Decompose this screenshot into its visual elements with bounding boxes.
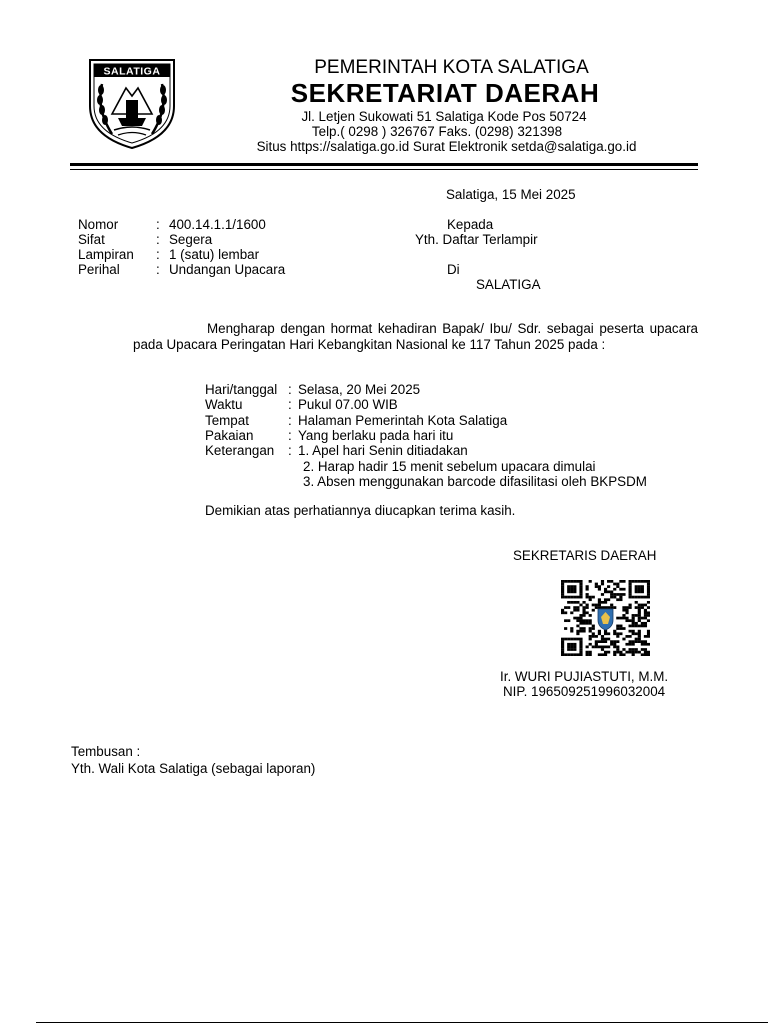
letterhead-phone: Telp.( 0298 ) 326767 Faks. (0298) 321398: [311, 124, 563, 139]
signature-name: Ir. WURI PUJIASTUTI, M.M.: [500, 669, 669, 684]
letterhead-address: Jl. Letjen Sukowati 51 Salatiga Kode Pos 50724: [301, 109, 587, 124]
meta-colon: :: [156, 232, 160, 247]
detail-value-attire: Yang berlaku pada hari itu: [298, 428, 454, 443]
meta-value-nomor: 400.14.1.1/1600: [169, 217, 266, 232]
meta-colon: :: [156, 217, 160, 232]
meta-colon: :: [156, 247, 160, 262]
logo-text: SALATIGA: [103, 65, 161, 78]
detail-value-note-2: 2. Harap hadir 15 menit sebelum upacara dimulai: [303, 459, 596, 474]
detail-value-time: Pukul 07.00 WIB: [298, 397, 398, 412]
meta-label-nomor: Nomor: [78, 217, 119, 232]
detail-colon: :: [288, 382, 292, 397]
detail-colon: :: [288, 397, 292, 412]
cc-recipient: Yth. Wali Kota Salatiga (sebagai laporan): [71, 761, 316, 776]
addressee-at: Di: [447, 262, 460, 277]
meta-colon: :: [156, 262, 160, 277]
detail-value-date: Selasa, 20 Mei 2025: [298, 382, 421, 397]
letterhead-divider-thin: [70, 169, 698, 170]
signature-title: SEKRETARIS DAERAH: [513, 548, 657, 563]
detail-label-notes: Keterangan: [205, 443, 275, 458]
page-bottom-rule: [36, 1022, 768, 1023]
cc-label: Tembusan :: [71, 744, 141, 759]
detail-value-note-1: 1. Apel hari Senin ditiadakan: [298, 443, 468, 458]
meta-label-perihal: Perihal: [78, 262, 120, 277]
addressee-to: Kepada: [447, 217, 494, 232]
letterhead-divider-thick: [70, 163, 698, 166]
meta-value-lampiran: 1 (satu) lembar: [169, 247, 260, 262]
detail-label-place: Tempat: [205, 413, 249, 428]
addressee-recipient: Yth. Daftar Terlampir: [415, 232, 538, 247]
signature-nip: NIP. 196509251996032004: [503, 684, 666, 699]
meta-value-perihal: Undangan Upacara: [169, 262, 286, 277]
detail-label-date: Hari/tanggal: [205, 382, 278, 397]
qr-code-icon: [561, 580, 650, 656]
meta-label-sifat: Sifat: [78, 232, 105, 247]
closing-sentence: Demikian atas perhatiannya diucapkan terima kasih.: [205, 503, 516, 518]
detail-label-time: Waktu: [205, 397, 243, 412]
meta-value-sifat: Segera: [169, 232, 213, 247]
meta-label-lampiran: Lampiran: [78, 247, 134, 262]
detail-label-attire: Pakaian: [205, 428, 254, 443]
letterhead-office: SEKRETARIAT DAERAH: [290, 78, 600, 108]
qr-center-emblem-icon: [598, 609, 613, 630]
detail-colon: :: [288, 413, 292, 428]
opening-paragraph: Mengharap dengan hormat kehadiran Bapak/ Ibu/ Sdr. sebagai peserta upacara pada Upacara Peringatan Hari Kebangkitan Nasional ke 117 Tahun 2025 pada :: [133, 321, 698, 352]
detail-colon: :: [288, 428, 292, 443]
detail-colon: :: [288, 443, 292, 458]
letterhead-web: Situs https://salatiga.go.id Surat Elektronik setda@salatiga.go.id: [256, 139, 637, 154]
letterhead-government: PEMERINTAH KOTA SALATIGA: [314, 57, 589, 78]
detail-value-note-3: 3. Absen menggunakan barcode difasilitasi oleh BKPSDM: [303, 474, 647, 489]
letter-date: Salatiga, 15 Mei 2025: [446, 187, 576, 202]
detail-value-place: Halaman Pemerintah Kota Salatiga: [298, 413, 508, 428]
addressee-place: SALATIGA: [476, 277, 541, 292]
